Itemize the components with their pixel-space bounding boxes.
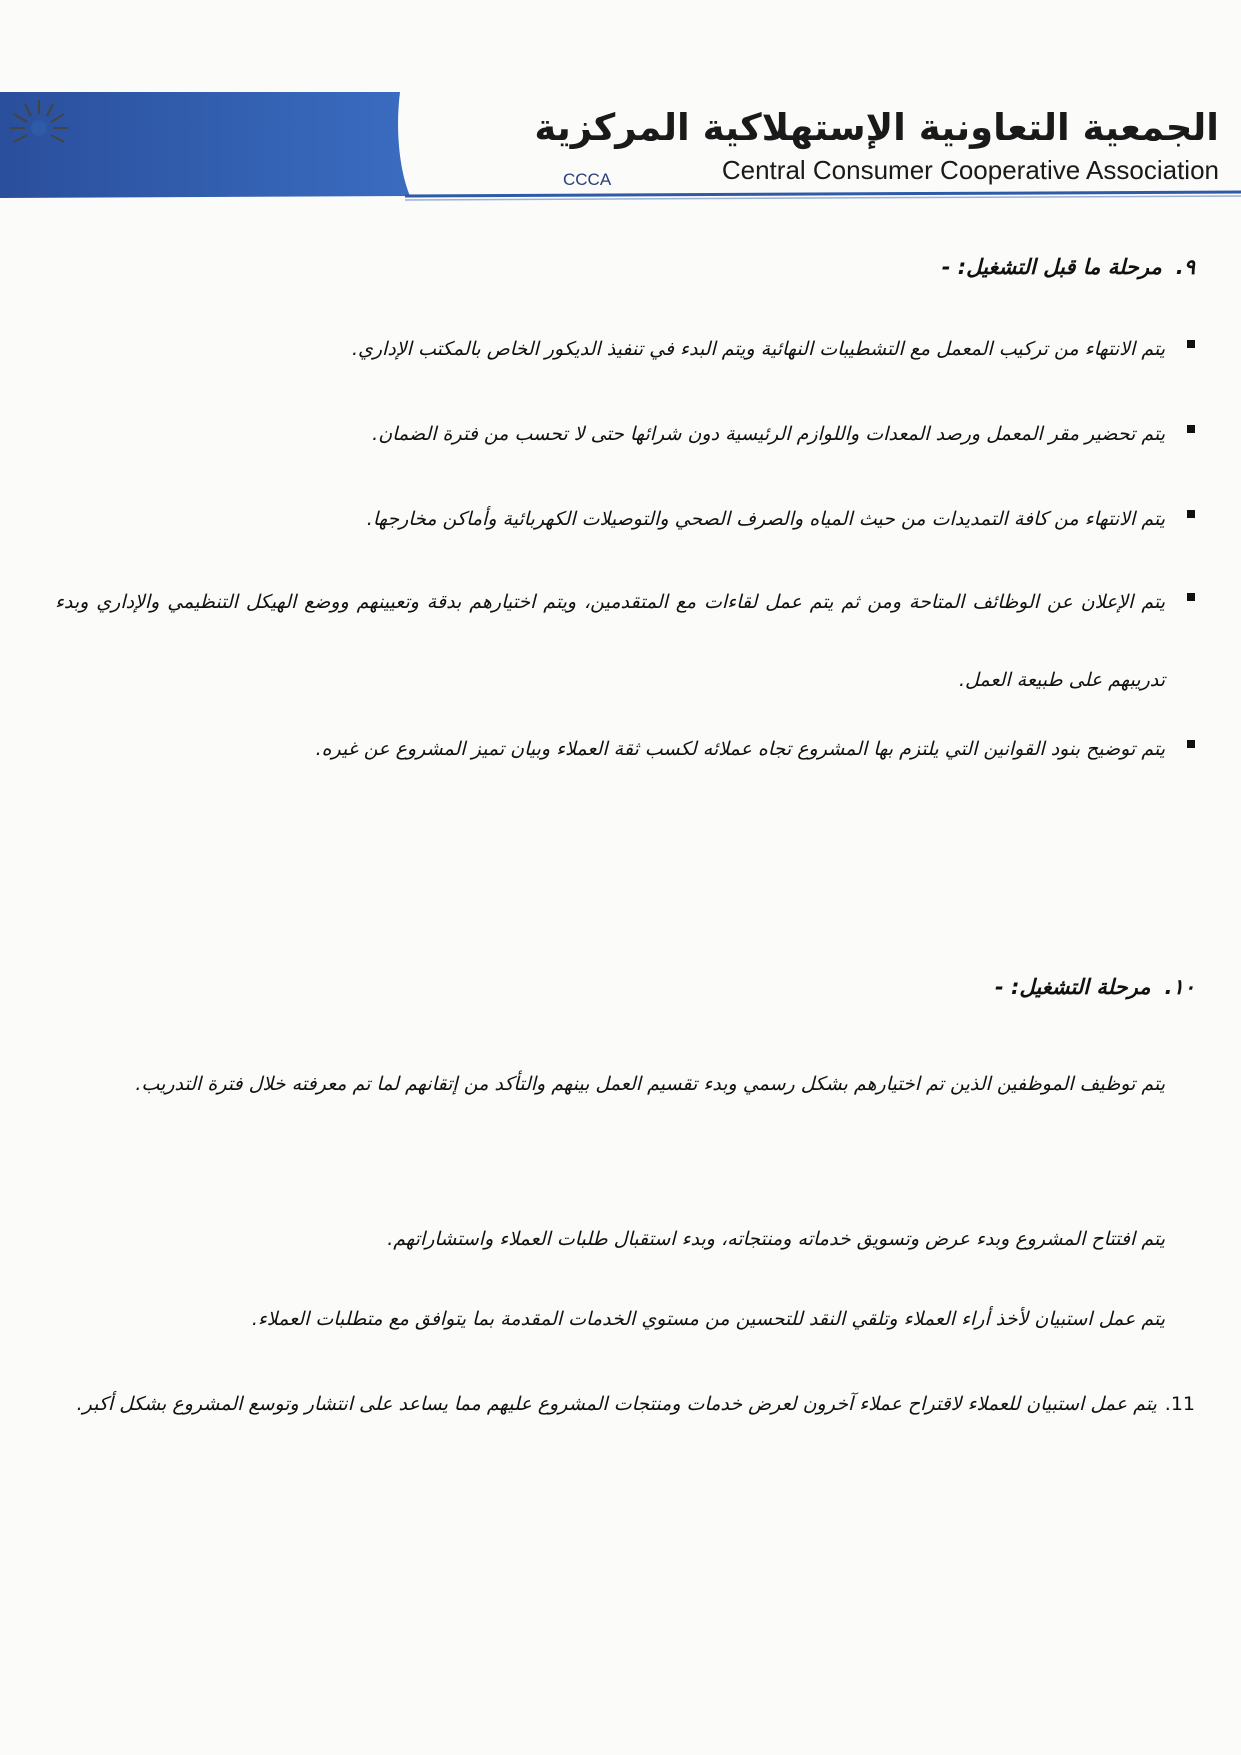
org-name-english: Central Consumer Cooperative Association xyxy=(721,155,1219,185)
square-bullet-icon xyxy=(1187,740,1195,748)
square-bullet-icon xyxy=(1187,425,1195,433)
list-item-text: يتم توضيح بنود القوانين التي يلتزم بها المشروع تجاه عملائه لكسب ثقة العملاء وبيان تميز المشروع عن غيره. xyxy=(315,738,1165,760)
paragraph: يتم توظيف الموظفين الذين تم اختيارهم بشكل رسمي وبدء تقسيم العمل بينهم والتأكد من إتقانهم لما تم معرفته خلال فترة التدريب. xyxy=(135,1073,1165,1095)
paragraph: يتم عمل استبيان لأخذ أراء العملاء وتلقي النقد للتحسين من مستوي الخدمات المقدمة بما يتوافق مع متطلبات العملاء. xyxy=(251,1308,1165,1330)
list-item-text: يتم الانتهاء من كافة التمديدات من حيث المياه والصرف الصحي والتوصيلات الكهربائية وأماكن مخارجها. xyxy=(366,508,1165,530)
paragraph: يتم افتتاح المشروع وبدء عرض وتسويق خدماته ومنتجاته، وبدء استقبال طلبات العملاء واستشاراتهم. xyxy=(387,1228,1165,1250)
org-name-arabic: الجمعية التعاونية الإستهلاكية المركزية xyxy=(534,106,1219,149)
list-item xyxy=(55,310,1195,388)
square-bullet-icon xyxy=(1187,593,1195,601)
section-10-number: ١٠. xyxy=(1164,975,1195,999)
ccca-logo-icon xyxy=(0,92,78,172)
list-item-text: يتم تحضير مقر المعمل ورصد المعدات واللوازم الرئيسية دون شرائها حتى لا تحسب من فترة الضمان. xyxy=(372,423,1165,445)
list-item xyxy=(55,395,1195,473)
list-item-text: يتم الانتهاء من تركيب المعمل مع التشطيبات النهائية ويتم البدء في تنفيذ الديكور الخاص بالمكتب الإداري. xyxy=(351,338,1165,360)
square-bullet-icon xyxy=(1187,340,1195,348)
section-10-heading xyxy=(995,975,1195,999)
section-10-title: مرحلة التشغيل: - xyxy=(995,975,1151,999)
section-11-number: 11. xyxy=(1164,1393,1195,1415)
section-11-text: يتم عمل استبيان للعملاء لاقتراح عملاء آخرون لعرض خدمات ومنتجات المشروع عليهم مما يساعد على انتشار وتوسع المشروع بشكل أكبر. xyxy=(76,1393,1157,1415)
square-bullet-icon xyxy=(1187,510,1195,518)
list-item xyxy=(55,563,1195,719)
section-9-heading xyxy=(942,255,1195,279)
section-11-paragraph xyxy=(55,1365,1195,1443)
section-9-title: مرحلة ما قبل التشغيل: - xyxy=(941,255,1162,279)
list-item xyxy=(55,480,1195,558)
letterhead xyxy=(0,92,1241,210)
logo-abbreviation: CCCA xyxy=(563,170,612,189)
section-9-number: ٩. xyxy=(1175,255,1195,279)
list-item xyxy=(55,710,1195,788)
list-item-text: يتم الإعلان عن الوظائف المتاحة ومن ثم يتم عمل لقاءات مع المتقدمين، ويتم اختيارهم بدقة وتعيينهم ووضع الهيكل التنظيمي والإداري وبدء تدريبهم على طبيعة العمل. xyxy=(55,591,1165,691)
